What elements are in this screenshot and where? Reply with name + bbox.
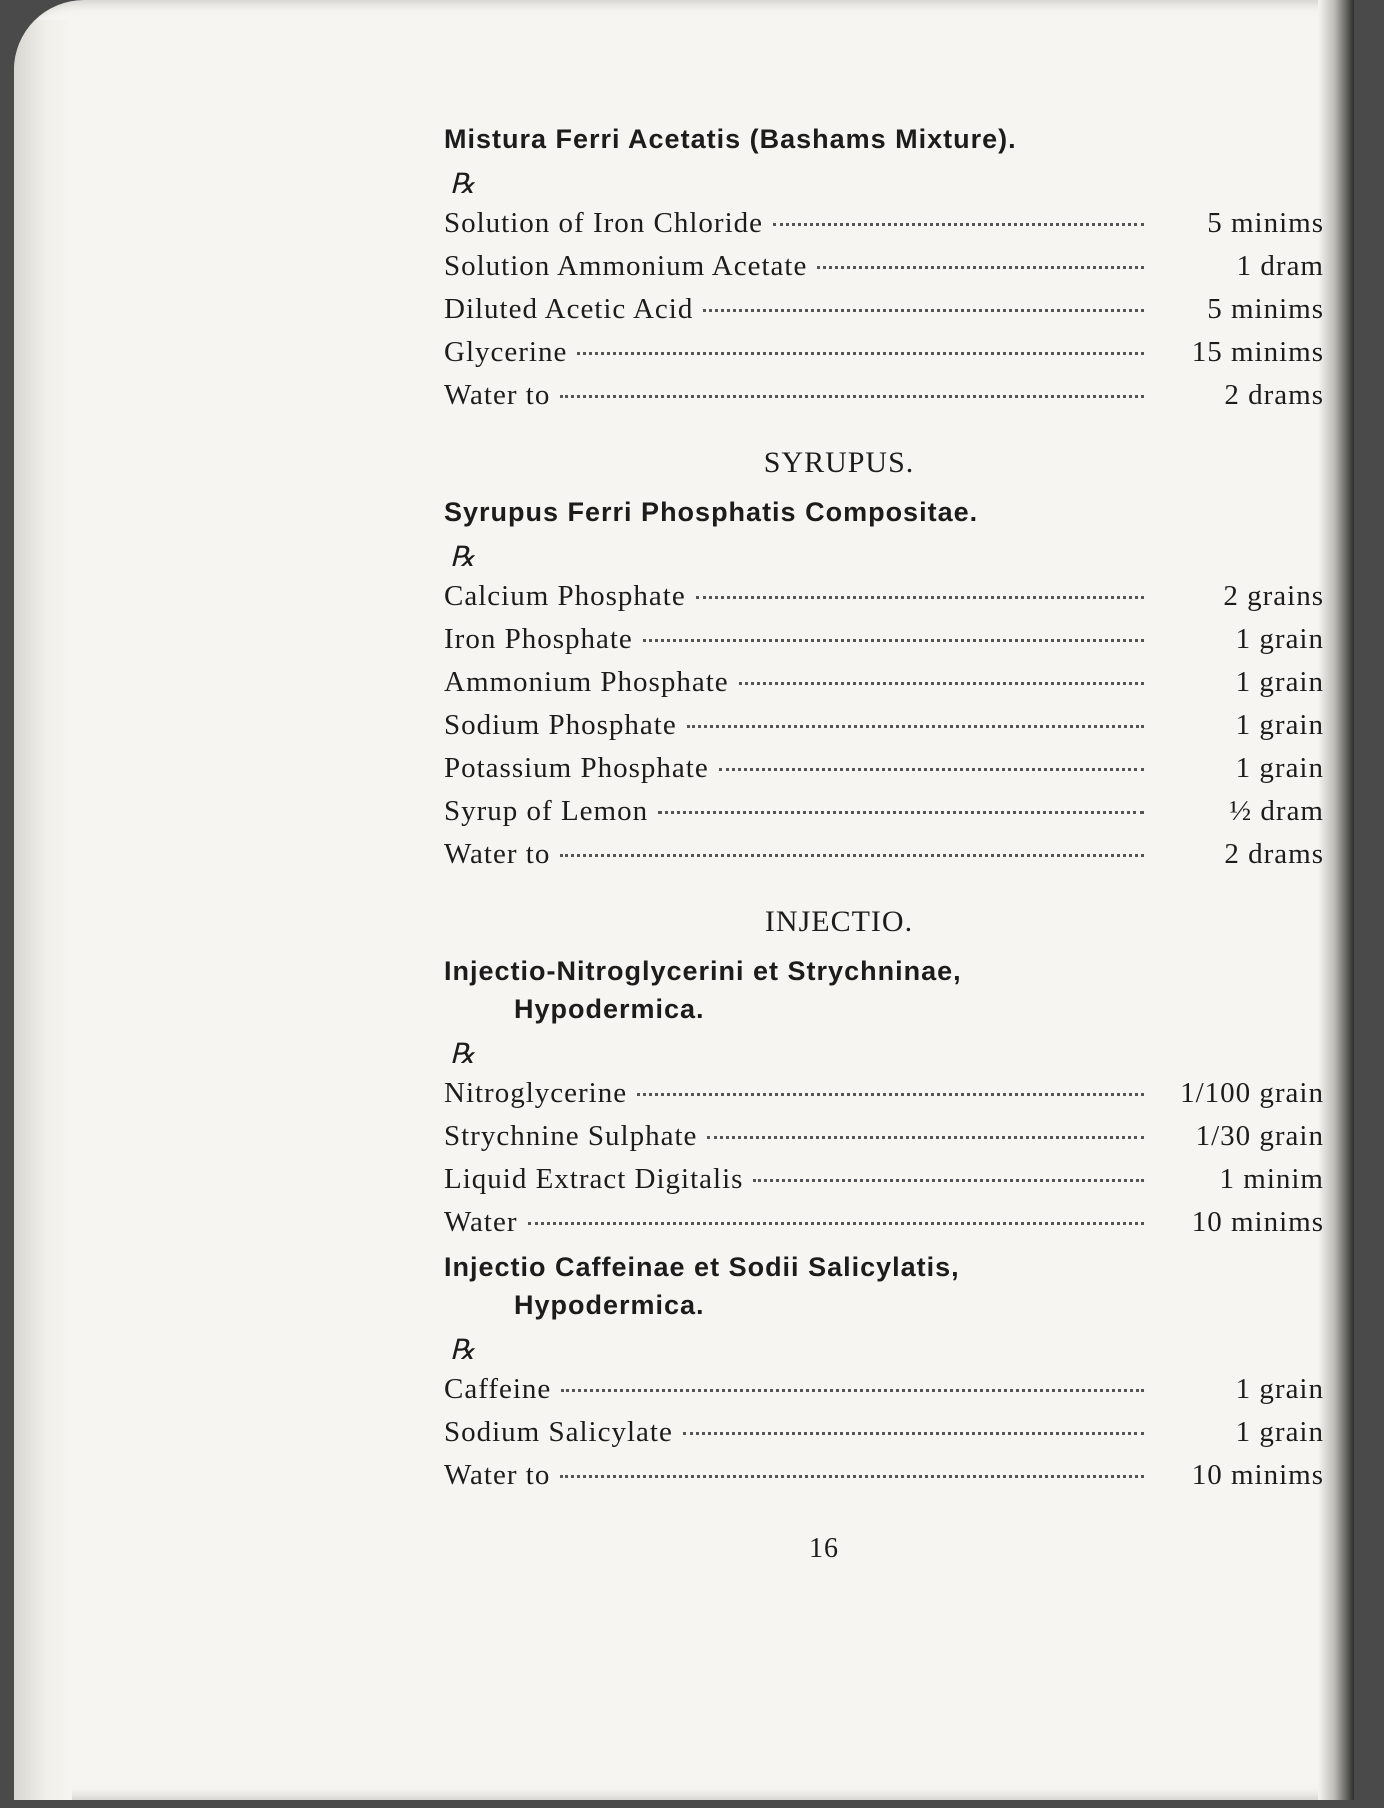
page-number: 16 xyxy=(809,1533,839,1564)
prescription-symbol: ℞ xyxy=(450,169,476,200)
ingredient-row xyxy=(444,1454,1324,1497)
ingredient-name: Strychnine Sulphate xyxy=(444,1120,698,1152)
ingredient-name: Diluted Acetic Acid xyxy=(444,293,694,325)
ingredient-name: Water to xyxy=(444,1459,551,1491)
dot-leader xyxy=(577,352,1144,355)
dot-leader xyxy=(683,1432,1144,1435)
ingredient-amount: 1 grain xyxy=(1235,623,1324,655)
formula-block xyxy=(444,1248,1324,1497)
formula-title: Injectio-Nitroglycerini et Strychninae, xyxy=(444,956,962,986)
ingredient-name: Solution Ammonium Acetate xyxy=(444,250,808,282)
ingredient-name: Glycerine xyxy=(444,336,568,368)
prescription-symbol: ℞ xyxy=(450,1039,476,1070)
ingredient-amount: 1 minim xyxy=(1219,1163,1324,1195)
dot-leader xyxy=(696,596,1144,599)
dot-leader xyxy=(753,1179,1144,1182)
dot-leader xyxy=(739,682,1144,685)
ingredient-amount: 5 minims xyxy=(1207,293,1324,325)
ingredient-name: Iron Phosphate xyxy=(444,623,633,655)
formula-block xyxy=(444,443,1324,876)
book-page xyxy=(14,0,1354,1800)
section-heading: SYRUPUS. xyxy=(763,446,915,479)
ingredient-row xyxy=(444,661,1324,704)
ingredient-amount: ½ dram xyxy=(1229,795,1324,827)
page-content xyxy=(444,120,1324,1565)
ingredient-name: Ammonium Phosphate xyxy=(444,666,729,698)
ingredient-row xyxy=(444,331,1324,374)
ingredient-amount: 1/100 grain xyxy=(1180,1077,1324,1109)
dot-leader xyxy=(773,223,1144,226)
ingredient-amount: 1 grain xyxy=(1235,752,1324,784)
ingredient-amount: 1 grain xyxy=(1235,1373,1324,1405)
ingredient-amount: 2 drams xyxy=(1224,379,1324,411)
formula-title: Hypodermica. xyxy=(514,1290,705,1320)
ingredient-name: Sodium Salicylate xyxy=(444,1416,673,1448)
ingredient-row xyxy=(444,575,1324,618)
page-spine-shadow xyxy=(14,20,72,1800)
ingredient-row xyxy=(444,1115,1324,1158)
ingredient-amount: 5 minims xyxy=(1207,207,1324,239)
dot-leader xyxy=(719,768,1144,771)
ingredient-name: Syrup of Lemon xyxy=(444,795,649,827)
ingredient-row xyxy=(444,1158,1324,1201)
dot-leader xyxy=(817,266,1144,269)
ingredient-amount: 2 drams xyxy=(1224,838,1324,870)
ingredient-row xyxy=(444,245,1324,288)
dot-leader xyxy=(703,309,1144,312)
dot-leader xyxy=(560,854,1144,857)
ingredient-row xyxy=(444,833,1324,876)
dot-leader xyxy=(643,639,1144,642)
ingredient-amount: 1 grain xyxy=(1235,709,1324,741)
dot-leader xyxy=(561,1389,1144,1392)
formula-title: Syrupus Ferri Phosphatis Compositae. xyxy=(444,497,979,527)
dot-leader xyxy=(637,1093,1144,1096)
formula-block xyxy=(444,120,1324,417)
dot-leader xyxy=(658,811,1144,814)
ingredient-name: Nitroglycerine xyxy=(444,1077,628,1109)
ingredient-amount: 10 minims xyxy=(1191,1206,1324,1238)
ingredient-name: Solution of Iron Chloride xyxy=(444,207,764,239)
ingredient-amount: 1 grain xyxy=(1235,666,1324,698)
ingredient-amount: 1 grain xyxy=(1235,1416,1324,1448)
dot-leader xyxy=(560,395,1144,398)
ingredient-name: Water to xyxy=(444,838,551,870)
dot-leader xyxy=(707,1136,1144,1139)
ingredient-row xyxy=(444,790,1324,833)
ingredient-row xyxy=(444,202,1324,245)
ingredient-amount: 1 dram xyxy=(1236,250,1324,282)
ingredient-name: Water xyxy=(444,1206,518,1238)
ingredient-row xyxy=(444,618,1324,661)
ingredient-name: Sodium Phosphate xyxy=(444,709,677,741)
dot-leader xyxy=(528,1222,1144,1225)
dot-leader xyxy=(560,1475,1144,1478)
ingredient-row xyxy=(444,704,1324,747)
dot-leader xyxy=(687,725,1144,728)
section-heading: INJECTIO. xyxy=(764,905,914,938)
prescription-symbol: ℞ xyxy=(450,1335,476,1366)
prescription-symbol: ℞ xyxy=(450,542,476,573)
ingredient-amount: 10 minims xyxy=(1191,1459,1324,1491)
formula-title: Mistura Ferri Acetatis (Bashams Mixture). xyxy=(444,124,1017,154)
ingredient-amount: 15 minims xyxy=(1191,336,1324,368)
ingredient-row xyxy=(444,374,1324,417)
ingredient-row xyxy=(444,288,1324,331)
ingredient-row xyxy=(444,1368,1324,1411)
ingredient-name: Caffeine xyxy=(444,1373,552,1405)
formula-title: Injectio Caffeinae et Sodii Salicylatis, xyxy=(444,1252,960,1282)
ingredient-name: Water to xyxy=(444,379,551,411)
ingredient-row xyxy=(444,747,1324,790)
ingredient-row xyxy=(444,1072,1324,1115)
formula-title: Hypodermica. xyxy=(514,994,705,1024)
ingredient-name: Calcium Phosphate xyxy=(444,580,686,612)
ingredient-row xyxy=(444,1201,1324,1244)
formula-block xyxy=(444,902,1324,1244)
ingredient-name: Liquid Extract Digitalis xyxy=(444,1163,744,1195)
ingredient-row xyxy=(444,1411,1324,1454)
ingredient-name: Potassium Phosphate xyxy=(444,752,709,784)
ingredient-amount: 2 grains xyxy=(1223,580,1324,612)
ingredient-amount: 1/30 grain xyxy=(1195,1120,1324,1152)
